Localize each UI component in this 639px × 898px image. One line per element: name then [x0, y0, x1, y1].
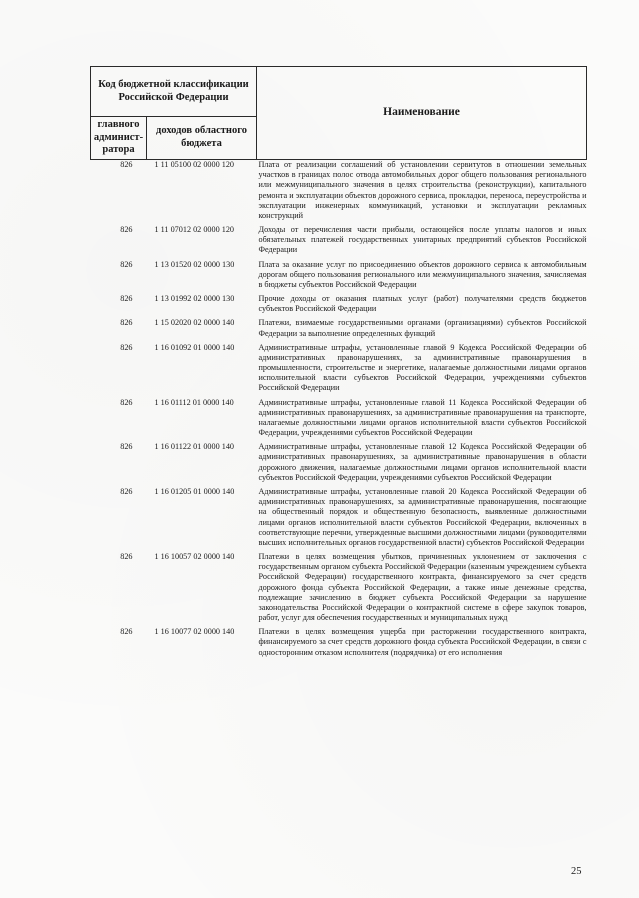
income-code-cell: 1 13 01520 02 0000 130: [154, 259, 235, 269]
admin-code-cell: 826: [120, 486, 133, 496]
income-code-cell: 1 16 10077 02 0000 140: [154, 627, 235, 637]
table-row: [91, 627, 587, 662]
description-cell: Доходы от перечисления части прибыли, остающейся после уплаты налогов и иных обязательных платежей государственных унитарных предприятий субъектов Российской Федерации: [258, 225, 587, 255]
description-cell: Платежи, взимаемые государственными органами (организациями) субъектов Российской Федерации за выполнение определенных функций: [258, 318, 587, 338]
table-row: [91, 343, 587, 398]
income-code-cell: 1 15 02020 02 0000 140: [154, 318, 235, 328]
page-number: 25: [571, 866, 582, 877]
table-body: [91, 160, 587, 662]
admin-code-cell: 826: [120, 225, 133, 235]
table-row: [91, 552, 587, 627]
admin-code-cell: 826: [120, 442, 133, 452]
description-cell: Плата от реализации соглашений об установлении сервитутов в отношении земельных участков в границах полос отвода автомобильных дорог общего пользования регионального или межмуниципального значения в целях строительства (реконструкции), капитального ремонта и эксплуатации объектов дорожного сервиса, прокладки, переноса, переустройства и эксплуатации инженерных коммуникаций, установки и эксплуатации рекламных конструкций: [258, 160, 587, 220]
header-group-title: Код бюджетной классификации Российской Федерации: [91, 67, 257, 117]
income-code-cell: 1 13 01992 02 0000 130: [154, 294, 235, 304]
income-code-cell: 1 16 01092 01 0000 140: [154, 342, 235, 352]
table-row: [91, 318, 587, 342]
table-row: [91, 398, 587, 443]
admin-code-cell: 826: [120, 259, 133, 269]
income-code-cell: 1 16 01122 01 0000 140: [154, 442, 235, 452]
description-cell: Административные штрафы, установленные главой 20 Кодекса Российской Федерации об административных правонарушениях, за административные правонарушения, посягающие на общественный порядок и общественную безопасность, выявленные должностными лицами органов исполнительной власти субъектов Российской Федерации, включенных в соответствующие перечни, утвержденные высшими должностными лицами (руководителями высших исполнительных органов государственной власти) субъектов Российской Федерации: [258, 486, 587, 547]
admin-code-cell: 826: [120, 627, 133, 637]
income-code-cell: 1 11 07012 02 0000 120: [154, 225, 235, 235]
admin-code-cell: 826: [120, 397, 133, 407]
description-cell: Административные штрафы, установленные главой 9 Кодекса Российской Федерации об административных правонарушениях, за административные правонарушения в промышленности, строительстве и энергетике, налагаемые должностными лицами органов исполнительной власти субъектов Российской Федерации, учреждениями субъектов Российской Федерации: [258, 342, 587, 393]
description-cell: Прочие доходы от оказания платных услуг (работ) получателями средств бюджетов субъектов Российской Федерации: [258, 294, 587, 314]
budget-classification-table: [90, 66, 587, 662]
table-row: [91, 225, 587, 260]
admin-code-cell: 826: [120, 294, 133, 304]
description-cell: Платежи в целях возмещения убытков, причиненных уклонением от заключения с государственным органом субъекта Российской Федерации (казенным учреждением субъекта Российской Федерации) государственного контракта, финансируемого за счет средств дорожного фонда субъекта Российской Федерации, а также иные денежные средства, подлежащие зачислению в бюджет субъекта Российской Федерации за нарушение законодательства Российской Федерации о контрактной системе в сфере закупок товаров, работ, услуг для обеспечения государственных и муниципальных нужд: [258, 552, 587, 623]
income-code-cell: 1 16 01112 01 0000 140: [154, 397, 234, 407]
admin-code-cell: 826: [120, 342, 133, 352]
table-row: [91, 160, 587, 226]
table-row: [91, 442, 587, 487]
admin-code-cell: 826: [120, 160, 133, 169]
header-income: доходов областного бюджета: [147, 117, 257, 160]
header-name: Наименование: [257, 67, 587, 160]
table-row: [91, 260, 587, 295]
income-code-cell: 1 11 05100 02 0000 120: [154, 160, 235, 169]
header-admin: главного админист-ратора: [91, 117, 147, 160]
description-cell: Платежи в целях возмещения ущерба при расторжении государственного контракта, финансируемого за счет средств дорожного фонда субъекта Российской Федерации, в связи с односторонним отказом исполнителя (подрядчика) от его исполнения: [258, 627, 587, 657]
description-cell: Административные штрафы, установленные главой 11 Кодекса Российской Федерации об административных правонарушениях, за административные правонарушения на транспорте, налагаемые должностными лицами органов исполнительной власти субъектов Российской Федерации, учреждениями субъектов Российской Федерации: [258, 397, 587, 438]
admin-code-cell: 826: [120, 552, 133, 562]
income-code-cell: 1 16 10057 02 0000 140: [154, 552, 235, 562]
description-cell: Плата за оказание услуг по присоединению объектов дорожного сервиса к автомобильным дорогам общего пользования регионального или межмуниципального значения, зачисляемая в бюджеты субъектов Российской Федерации: [258, 259, 587, 289]
description-cell: Административные штрафы, установленные главой 12 Кодекса Российской Федерации об административных правонарушениях, за административные правонарушения в области дорожного движения, налагаемые должностными лицами органов исполнительной власти субъектов Российской Федерации, учреждениями субъектов Российской Федерации: [258, 442, 587, 482]
income-code-cell: 1 16 01205 01 0000 140: [154, 486, 235, 496]
table-row: [91, 487, 587, 552]
table-row: [91, 294, 587, 318]
admin-code-cell: 826: [120, 318, 133, 328]
